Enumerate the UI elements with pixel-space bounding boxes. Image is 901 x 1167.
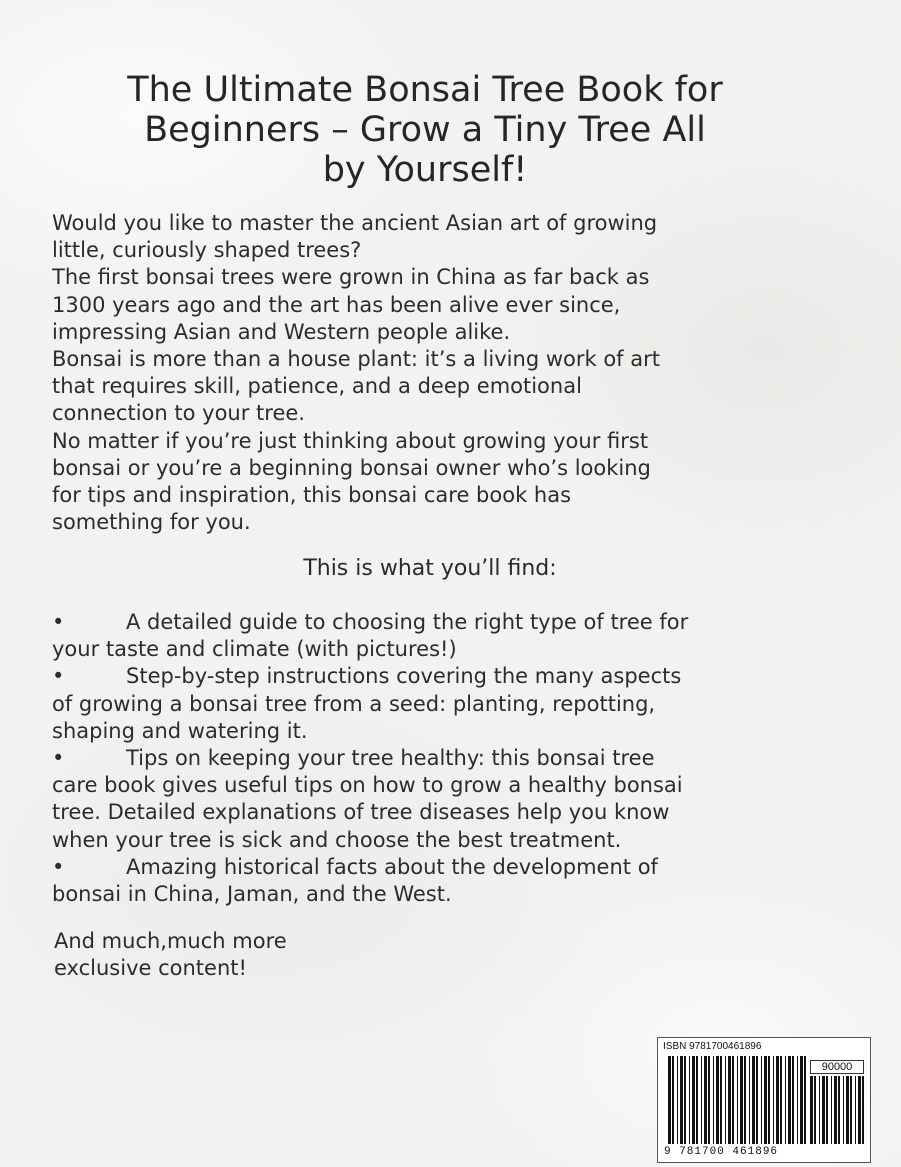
feature-line: bonsai in China, Jaman, and the West. [52,882,452,907]
bullet-icon: • [52,746,65,771]
title-line: by Yourself! [322,150,528,190]
barcode-stripe [677,1056,678,1144]
blurb-line: connection to your tree. [52,401,305,426]
outro-line: And much,much more [54,929,287,953]
bullet-icon: • [52,854,65,879]
list-item [52,854,872,908]
blurb-line: Would you like to master the ancient Asian art of growing [52,211,658,235]
barcode-stripe [826,1076,828,1144]
bullet-icon: • [52,610,65,634]
barcode-stripe [728,1056,731,1144]
barcode-stripe [819,1076,820,1144]
barcode-stripe [740,1056,743,1144]
blurb-line: Bonsai is more than a house plant: it’s a living work of art [52,347,660,372]
feature-line: care book gives useful tips on how to grow a healthy bonsai [52,773,683,798]
description-blurb [52,210,852,536]
barcode-stripe [797,1056,798,1144]
barcode-stripe [684,1056,686,1144]
list-item [52,745,872,854]
blurb-line: No matter if you’re just thinking about growing your first [52,428,649,453]
price-code: 90000 [810,1060,864,1074]
barcode-stripe [749,1056,750,1144]
closing-text [54,928,287,982]
feature-line: shaping and watering it. [52,718,308,743]
blurb-line: impressing Asian and Western people alike. [52,319,511,344]
features-heading: This is what you’ll find: [303,556,557,581]
barcode-stripe [756,1056,758,1144]
barcode-stripe [862,1076,864,1144]
blurb-line: The first bonsai trees were grown in China as far back as [52,265,650,290]
barcode-stripe [701,1056,702,1144]
barcode-bars [668,1056,806,1144]
feature-line: of growing a bonsai tree from a seed: planting, repotting, [52,691,656,716]
barcode-stripe [696,1056,698,1144]
feature-line: • A detailed guide to choosing the right type of tree for [52,609,872,636]
feature-line: your taste and climate (with pictures!) [52,637,457,662]
blurb-line: that requires skill, patience, and a deep emotional [52,374,582,399]
feature-line: • Tips on keeping your tree healthy: this bonsai tree [52,745,872,772]
barcode-stripe [704,1056,707,1144]
title-line: The Ultimate Bonsai Tree Book for [127,70,723,110]
isbn-label: ISBN 9781700461896 [663,1041,762,1052]
barcode-digits: 9 781700 461896 [664,1146,779,1158]
barcode-stripe [834,1076,837,1144]
list-item [52,609,872,663]
barcode-stripe [776,1056,779,1144]
barcode-stripe [831,1076,832,1144]
barcode-stripe [713,1056,714,1144]
blurb-line: bonsai or you’re a beginning bonsai owner who’s looking [52,455,651,480]
feature-line: • Amazing historical facts about the development of [52,854,872,881]
barcode-stripe [672,1056,674,1144]
barcode-stripe [720,1056,722,1144]
barcode-stripe [764,1056,767,1144]
barcode-stripe [768,1056,770,1144]
barcode-stripe [846,1076,849,1144]
barcode-stripe [822,1076,825,1144]
barcode-stripe [725,1056,726,1144]
feature-line: when your tree is sick and choose the best treatment. [52,827,622,852]
barcode-stripe [744,1056,746,1144]
barcode-stripe [668,1056,671,1144]
barcode-stripe [752,1056,755,1144]
addon-barcode [810,1076,864,1144]
barcode-stripe [858,1076,861,1144]
barcode-stripe [850,1076,852,1144]
barcode-stripe [780,1056,782,1144]
blurb-line: for tips and inspiration, this bonsai care book has [52,483,572,508]
barcode-stripe [804,1056,806,1144]
feature-line: tree. Detailed explanations of tree diseases help you know [52,800,670,825]
barcode-stripe [761,1056,762,1144]
barcode-stripe [785,1056,786,1144]
features-list [52,609,872,908]
book-title [40,70,810,190]
bullet-icon: • [52,664,65,689]
barcode-stripe [680,1056,683,1144]
barcode-stripe [838,1076,840,1144]
barcode-stripes [668,1056,806,1144]
barcode-stripe [788,1056,791,1144]
isbn-barcode [657,1037,871,1163]
barcode-stripe [689,1056,690,1144]
barcode-stripe [810,1076,813,1144]
addon-stripes [810,1076,864,1144]
barcode-stripe [692,1056,695,1144]
barcode-stripe [773,1056,774,1144]
title-line: Beginners – Grow a Tiny Tree All [144,110,706,150]
blurb-line: 1300 years ago and the art has been alive ever since, [52,292,621,317]
barcode-stripe [732,1056,734,1144]
blurb-line: something for you. [52,510,251,535]
barcode-stripe [708,1056,710,1144]
barcode-stripe [814,1076,816,1144]
barcode-stripe [800,1056,803,1144]
barcode-stripe [737,1056,738,1144]
blurb-line: little, curiously shaped trees? [52,238,362,263]
barcode-stripe [716,1056,719,1144]
barcode-stripe [792,1056,794,1144]
list-item [52,663,872,745]
barcode-stripe [843,1076,844,1144]
feature-line: • Step-by-step instructions covering the many aspects [52,663,872,690]
outro-line: exclusive content! [54,956,247,981]
barcode-stripe [855,1076,856,1144]
